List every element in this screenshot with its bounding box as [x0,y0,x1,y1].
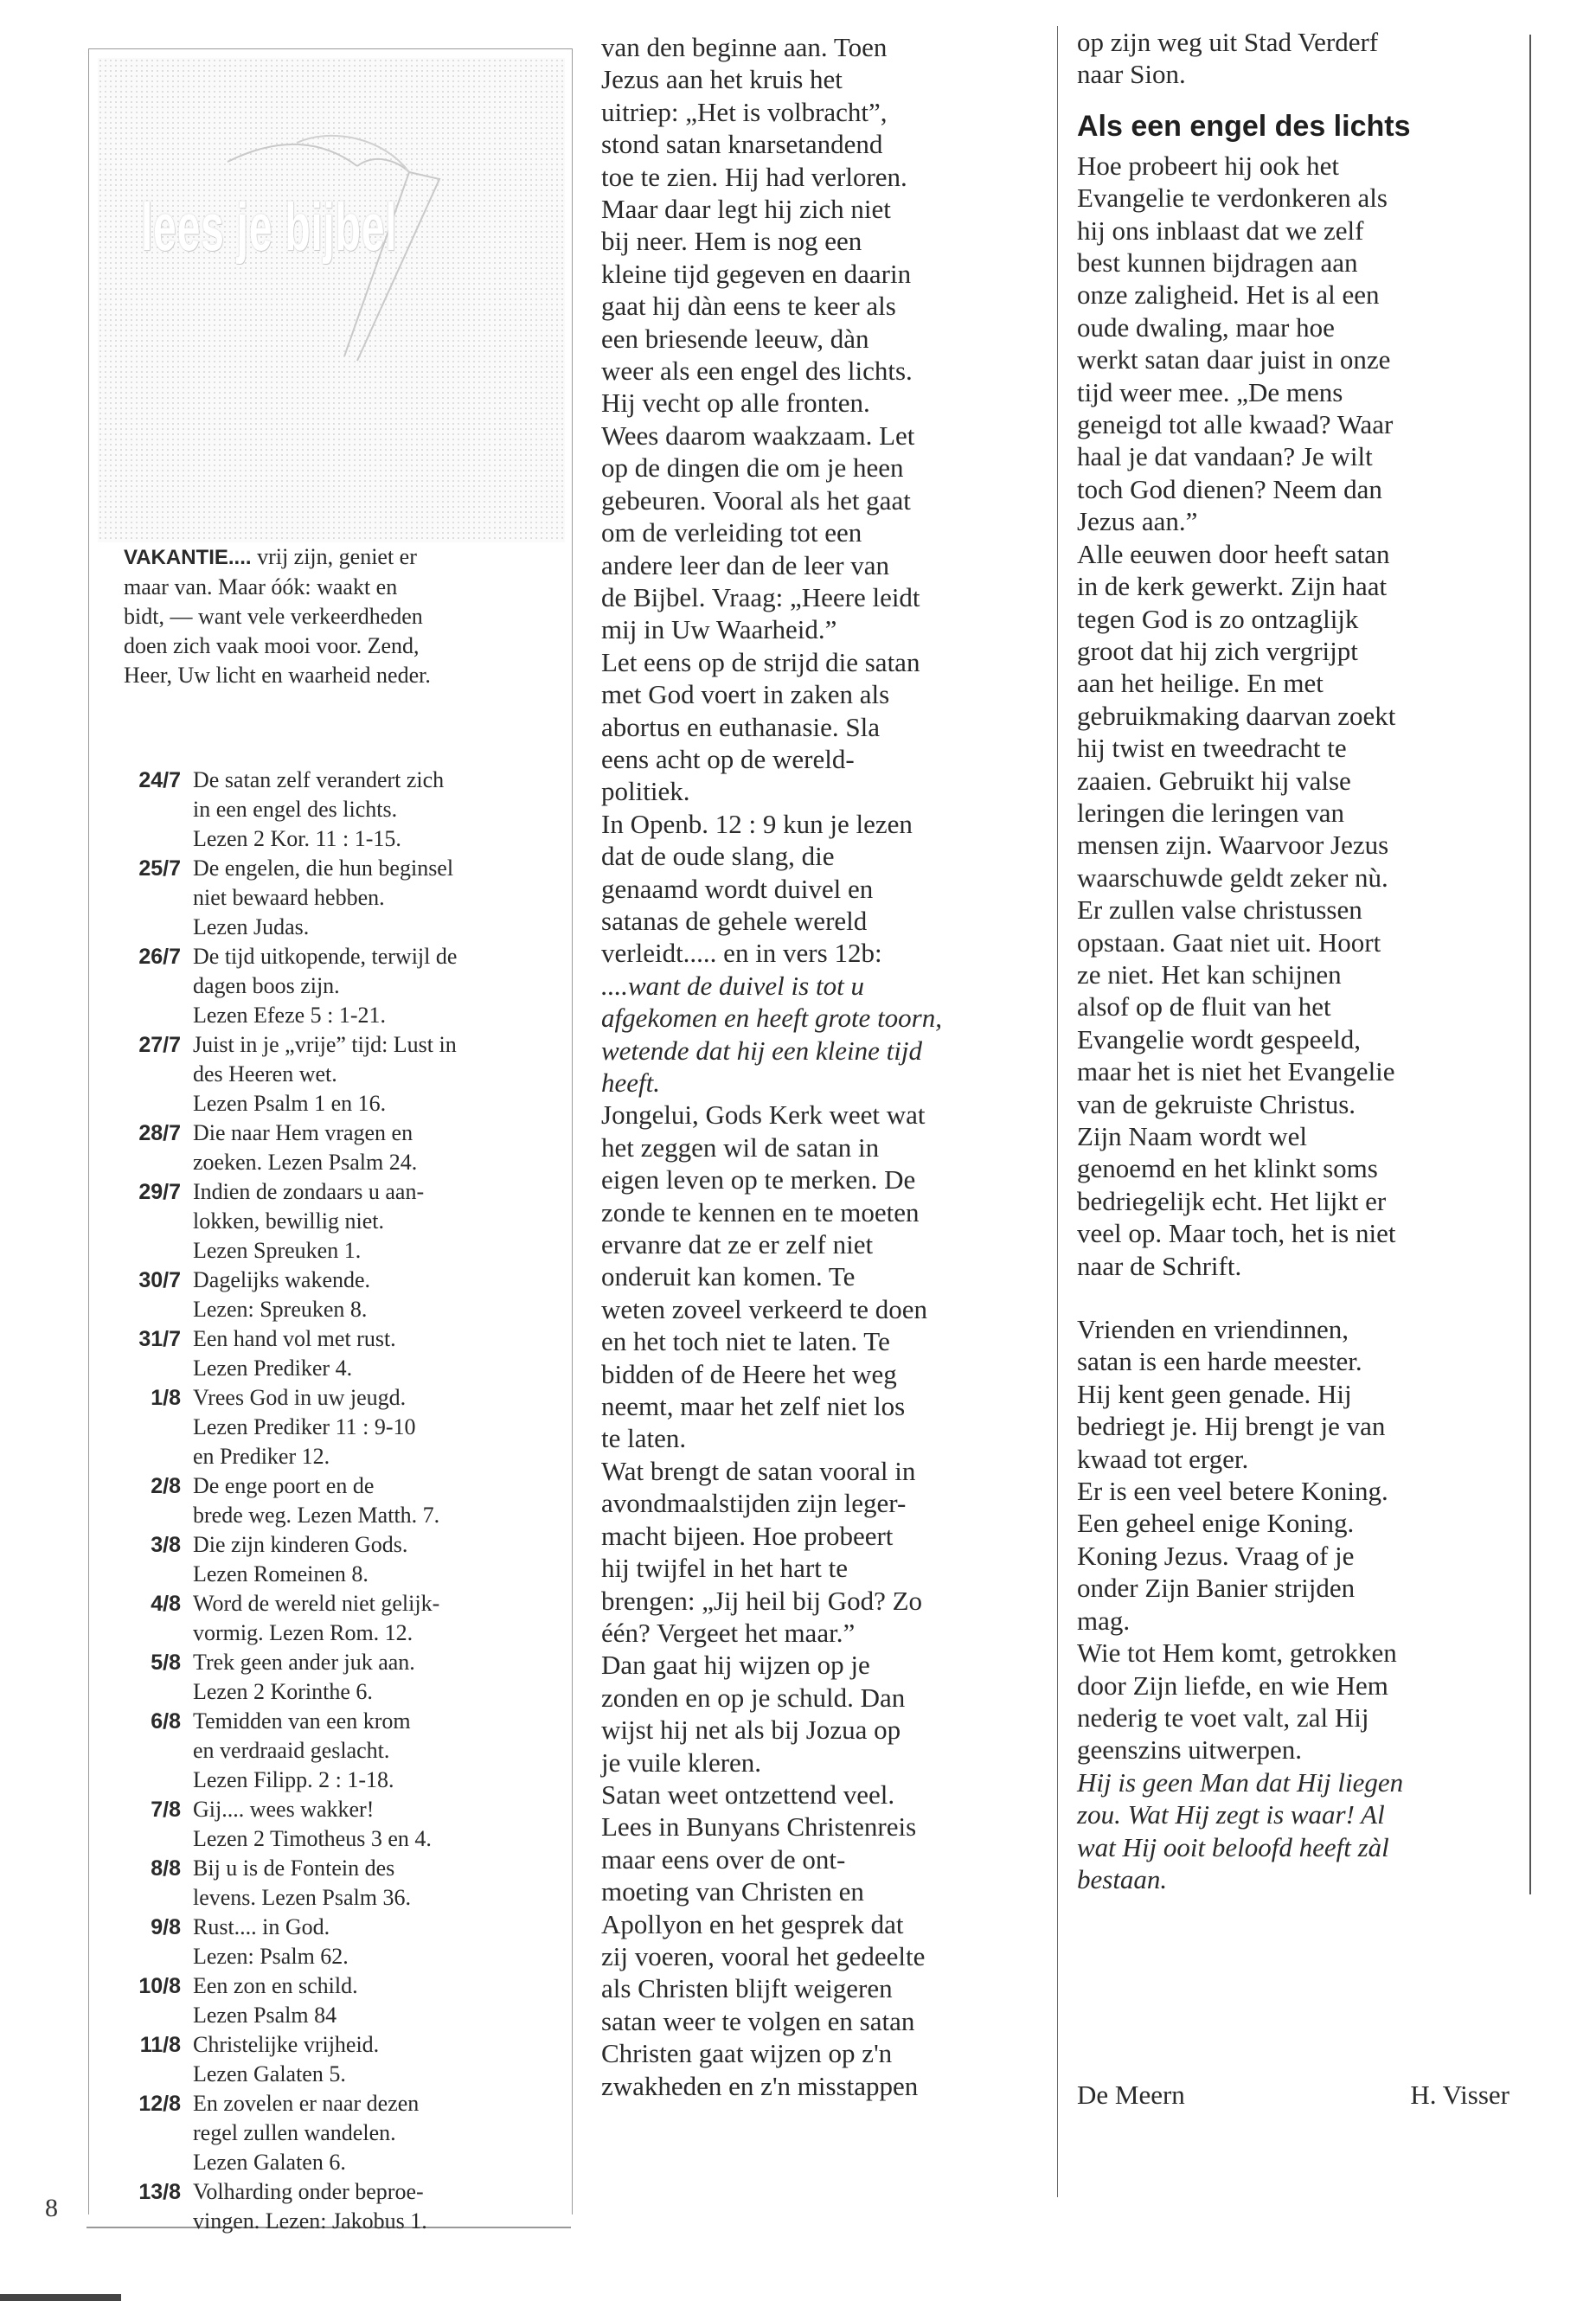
reading-line: des Heeren wet. [193,1061,337,1086]
reading-line: En zovelen er naar dezen [193,2091,420,2116]
body-line: het zeggen wil de satan in [601,1131,880,1163]
body-line: Maar daar legt hij zich niet [601,194,891,225]
reading-entry [124,1795,574,1854]
body-line: zou. Wat Hij zegt is waar! Al [1077,1799,1385,1830]
body-line: moeting van Christen en [601,1876,864,1907]
body-line: van de gekruiste Christus. [1077,1088,1356,1119]
reading-text [193,1471,574,1530]
reading-date: 26/7 [138,945,181,969]
body-line: in de kerk gewerkt. Zijn haat [1077,571,1388,602]
reading-line: Lezen Filipp. 2 : 1-18. [193,1767,394,1792]
reading-line: Temidden van een krom [193,1708,411,1734]
body-line: stond satan knarsetandend [601,129,883,160]
paragraph-gap [1077,1282,1527,1313]
body-line: bedriegelijk echt. Het lijkt er [1077,1185,1387,1216]
reading-line: Lezen 2 Korinthe 6. [193,1679,373,1704]
reading-line: lokken, bewillig niet. [193,1208,384,1234]
body-line: genaamd wordt duivel en [601,873,874,904]
body-line: eigen leven op te merken. De [601,1164,916,1195]
body-line: Jezus aan het kruis het [601,64,843,95]
body-line: te laten. [601,1423,687,1454]
body-line: alsof op de fluit van het [1077,991,1331,1022]
reading-text [193,1030,574,1118]
body-line: gaat hij dàn eens te keer als [601,291,896,322]
reading-line: Indien de zondaars u aan- [193,1179,425,1204]
body-line: satan weer te volgen en satan [601,2005,915,2036]
body-line: tegen God is zo ontzaglijk [1077,603,1359,634]
body-line: door Zijn liefde, en wie Hem [1077,1670,1388,1701]
reading-date: 8/8 [151,1856,181,1881]
reading-text [193,1383,574,1471]
reading-line: regel zullen wandelen. [193,2120,396,2145]
body-line: ervanre dat ze er zelf niet [601,1229,874,1260]
reading-entry [124,1383,574,1471]
body-line: geneigd tot alle kwaad? Waar [1077,409,1394,440]
body-line: Let eens op de strijd die satan [601,646,920,677]
body-line: hij ons inblaast dat we zelf [1077,215,1364,246]
right-edge-rule [1529,35,1531,1894]
reading-date: 30/7 [138,1268,181,1292]
body-line: macht bijeen. Hoe probeert [601,1520,894,1551]
body-line: als Christen blijft weigeren [601,1973,893,2004]
reading-entry [124,1707,574,1795]
body-line: neemt, maar het zelf niet los [601,1391,906,1422]
body-line: maar eens over de ont- [601,1843,846,1875]
body-line: bij neer. Hem is nog een [601,226,862,257]
intro-line: maar van. Maar óók: waakt en [124,574,398,599]
body-line: Zijn Naam wordt wel [1077,1121,1308,1151]
body-line: genoemd en het klinkt soms [1077,1153,1378,1184]
body-line: één? Vergeet het maar.” [601,1617,856,1648]
reading-line: Lezen Galaten 6. [193,2150,346,2175]
body-line: kwaad tot erger. [1077,1443,1249,1474]
body-line: Wat brengt de satan vooral in [601,1455,916,1486]
body-line: In Openb. 12 : 9 kun je lezen [601,808,913,839]
reading-date: 12/8 [138,2092,181,2116]
reading-entry [124,1118,574,1177]
reading-line: Juist in je „vrije” tijd: Lust in [193,1032,457,1057]
body-line: dat de oude slang, die [601,841,835,872]
reading-date: 25/7 [138,856,181,881]
reading-text [193,766,574,854]
body-line: zij voeren, vooral het gedeelte [601,1940,926,1971]
signature-name: H. Visser [1410,2080,1509,2110]
reading-schedule-box [88,48,573,2234]
reading-date: 13/8 [138,2180,181,2204]
body-line: Evangelie wordt gespeeld, [1077,1023,1361,1054]
reading-line: niet bewaard hebben. [193,885,385,910]
reading-line: Lezen Prediker 11 : 9-10 [193,1414,416,1439]
body-line: oude dwaling, maar hoe [1077,311,1335,343]
reading-line: zoeken. Lezen Psalm 24. [193,1150,418,1175]
reading-text [193,2177,574,2236]
reading-entry [124,1177,574,1266]
intro-text [124,542,565,690]
reading-line: Een zon en schild. [193,1973,358,1998]
body-line: bedriegt je. Hij brengt je van [1077,1411,1386,1442]
reading-line: dagen boos zijn. [193,973,340,998]
body-line: haal je dat vandaan? Je wilt [1077,441,1373,472]
reading-line: in een engel des lichts. [193,797,398,822]
body-line: Dan gaat hij wijzen op je [601,1650,870,1681]
body-line: naar Sion. [1077,59,1186,90]
reading-date: 29/7 [138,1180,181,1204]
reading-text [193,1589,574,1648]
body-line: je vuile kleren. [601,1747,762,1778]
reading-line: Vrees God in uw jeugd. [193,1385,407,1410]
reading-line: Lezen: Psalm 62. [193,1944,349,1969]
body-line: Lees in Bunyans Christenreis [601,1811,917,1843]
body-line: geenszins uitwerpen. [1077,1734,1302,1766]
reading-line: Die naar Hem vragen en [193,1120,413,1145]
reading-entry [124,766,574,854]
body-line: zonde te kennen en te moeten [601,1196,920,1227]
body-line: aan het heilige. En met [1077,668,1324,699]
reading-line: Rust.... in God. [193,1914,330,1939]
body-line: wat Hij ooit beloofd heeft zàl [1077,1831,1389,1862]
body-line: satan is een harde meester. [1077,1346,1362,1377]
article-column-middle [601,31,1034,2102]
body-line: een briesende leeuw, dàn [601,323,869,354]
reading-line: Die zijn kinderen Gods. [193,1532,408,1557]
body-line: naar de Schrift. [1077,1250,1242,1281]
reading-entry [124,1530,574,1589]
body-line: toch God dienen? Neem dan [1077,473,1382,504]
reading-line: Word de wereld niet gelijk- [193,1591,440,1616]
body-line: eens acht op de wereld- [601,743,855,774]
body-line: Alle eeuwen door heeft satan [1077,538,1390,569]
body-line: waarschuwde geldt zeker nù. [1077,862,1388,893]
reading-line: en verdraaid geslacht. [193,1738,390,1763]
reading-date: 27/7 [138,1033,181,1057]
reading-line: De satan zelf verandert zich [193,767,445,792]
page-number: 8 [45,2194,58,2222]
reading-entry [124,2030,574,2089]
body-line: ze niet. Het kan schijnen [1077,958,1342,990]
body-line: onder Zijn Banier strijden [1077,1573,1356,1604]
reading-line: Gij.... wees wakker! [193,1797,375,1822]
body-line: veel op. Maar toch, het is niet [1077,1218,1396,1249]
reading-date: 3/8 [151,1533,181,1557]
body-line: onze zaligheid. Het is al een [1077,279,1380,311]
reading-line: Lezen Romeinen 8. [193,1561,369,1586]
right-top-lines [1077,26,1527,91]
reading-line: De enge poort en de [193,1473,375,1498]
body-line: andere leer dan de leer van [601,549,890,580]
intro-lead: VAKANTIE.... [124,546,252,569]
reading-line: Lezen Spreuken 1. [193,1238,362,1263]
body-line: politiek. [601,776,690,807]
header-title: lees je bijbel [141,189,398,265]
reading-line: Lezen Judas. [193,914,310,939]
body-line: Een geheel enige Koning. [1077,1508,1355,1539]
body-line: kleine tijd gegeven en daarin [601,258,912,289]
body-line: satanas de gehele wereld [601,905,868,936]
reading-entry [124,942,574,1030]
body-line: toe te zien. Hij had verloren. [601,161,907,192]
section-heading: Als een engel des lichts [1077,109,1411,143]
reading-date: 11/8 [139,2033,181,2057]
body-line: Apollyon en het gesprek dat [601,1908,904,1939]
reading-date: 31/7 [138,1327,181,1351]
reading-text [193,1648,574,1707]
body-line: op zijn weg uit Stad Verderf [1077,27,1379,57]
reading-text [193,1530,574,1589]
reading-entry [124,1324,574,1383]
body-line: wijst hij net als bij Jozua op [601,1715,901,1746]
reading-line: Lezen 2 Timotheus 3 en 4. [193,1826,432,1851]
body-line: Evangelie te verdonkeren als [1077,183,1388,214]
body-line: zwakheden en z'n misstappen [601,2070,919,2101]
reading-line: vingen. Lezen: Jakobus 1. [193,2208,427,2234]
reading-text [193,1324,574,1383]
body-line: van den beginne aan. Toen [601,32,888,62]
reading-line: Lezen: Spreuken 8. [193,1297,368,1322]
reading-line: vormig. Lezen Rom. 12. [193,1620,413,1645]
reading-entry [124,1971,574,2030]
body-line: avondmaalstijden zijn leger- [601,1488,907,1519]
reading-entry [124,1266,574,1324]
body-line: Jezus aan.” [1077,506,1198,537]
reading-list [124,766,574,2236]
body-line: mag. [1077,1605,1131,1636]
signature-place: De Meern [1077,2080,1185,2110]
intro-line: vrij zijn, geniet er [251,544,417,569]
body-line: om de verleiding tot een [601,517,862,548]
bottom-bar [0,2294,121,2301]
reading-line: De engelen, die hun beginsel [193,856,454,881]
body-line: gebeuren. Vooral als het gaat [601,484,911,516]
body-line: maar het is niet het Evangelie [1077,1056,1395,1087]
body-line: Koning Jezus. Vraag of je [1077,1540,1355,1571]
body-line: uitriep: „Het is volbracht”, [601,96,888,127]
reading-line: Lezen 2 Kor. 11 : 1-15. [193,826,401,851]
body-line: Wie tot Hem komt, getrokken [1077,1638,1397,1669]
reading-date: 7/8 [151,1798,181,1822]
body-line: ....want de duivel is tot u [601,970,864,1001]
reading-text [193,1795,574,1854]
reading-line: brede weg. Lezen Matth. 7. [193,1503,440,1528]
reading-line: Een hand vol met rust. [193,1326,396,1351]
reading-text [193,1118,574,1177]
reading-entry [124,1030,574,1118]
body-line: Vrienden en vriendinnen, [1077,1314,1349,1345]
reading-text [193,1913,574,1971]
reading-line: levens. Lezen Psalm 36. [193,1885,411,1910]
body-line: mensen zijn. Waarvoor Jezus [1077,830,1389,861]
body-line: werkt satan daar juist in onze [1077,344,1391,375]
body-line: mij in Uw Waarheid.” [601,614,837,645]
reading-line: Lezen Galaten 5. [193,2061,346,2086]
reading-entry [124,2089,574,2177]
intro-line: Heer, Uw licht en waarheid neder. [124,663,431,688]
header-graphic [98,58,565,542]
body-line: nederig te voet valt, zal Hij [1077,1702,1369,1733]
reading-entry [124,1471,574,1530]
reading-date: 1/8 [151,1386,181,1410]
body-line: brengen: „Jij heil bij God? Zo [601,1585,923,1616]
reading-entry [124,854,574,942]
reading-line: Lezen Efeze 5 : 1-21. [193,1003,387,1028]
reading-text [193,1971,574,2030]
signature [1077,2080,1509,2111]
reading-text [193,2030,574,2089]
body-line: Wees daarom waakzaam. Let [601,420,915,451]
body-line: met God voert in zaken als [601,679,890,710]
body-line: bidden of de Heere het weg [601,1358,897,1389]
reading-date: 24/7 [138,768,181,792]
body-line: Hoe probeert hij ook het [1077,150,1340,181]
reading-text [193,1854,574,1913]
body-line: Er is een veel betere Koning. [1077,1476,1388,1507]
reading-text [193,1266,574,1324]
body-line: best kunnen bijdragen aan [1077,247,1358,279]
reading-line: en Prediker 12. [193,1444,330,1469]
body-line: Hij is geen Man dat Hij liegen [1077,1766,1404,1798]
column-divider [1057,26,1058,2197]
reading-entry [124,2177,574,2236]
body-line: hij twijfel in het hart te [601,1553,848,1584]
body-line: en het toch niet te laten. Te [601,1326,890,1357]
body-line: weten zoveel verkeerd te doen [601,1293,927,1324]
body-line: hij twist en tweedracht te [1077,733,1347,764]
body-line: tijd weer mee. „De mens [1077,376,1343,407]
reading-line: Volharding onder beproe- [193,2179,424,2204]
body-line: verleidt..... en in vers 12b: [601,938,882,969]
reading-date: 5/8 [151,1650,181,1675]
reading-entry [124,1648,574,1707]
reading-text [193,1177,574,1266]
reading-text [193,1707,574,1795]
reading-text [193,2089,574,2177]
body-line: Hij vecht op alle fronten. [601,388,870,419]
body-line: weer als een engel des lichts. [601,356,913,387]
reading-date: 10/8 [138,1974,181,1998]
reading-line: Dagelijks wakende. [193,1267,371,1292]
right-body [1077,150,1527,1282]
body-line: zonden en op je schuld. Dan [601,1682,906,1713]
reading-line: Christelijke vrijheid. [193,2032,380,2057]
body-line: de Bijbel. Vraag: „Heere leidt [601,581,920,612]
body-line: Er zullen valse christussen [1077,894,1362,926]
body-line: heeft. [601,1067,660,1098]
reading-line: Lezen Psalm 84 [193,2003,337,2028]
reading-line: De tijd uitkopende, terwijl de [193,944,458,969]
reading-date: 2/8 [151,1474,181,1498]
body-line: onderuit kan komen. Te [601,1261,856,1292]
reading-line: Lezen Psalm 1 en 16. [193,1091,387,1116]
reading-text [193,854,574,942]
reading-entry [124,1589,574,1648]
body-line: abortus en euthanasie. Sla [601,711,880,742]
reading-entry [124,1913,574,1971]
body-line: opstaan. Gaat niet uit. Hoort [1077,926,1381,958]
body-line: groot dat hij zich vergrijpt [1077,635,1358,666]
body-line: bestaan. [1077,1863,1168,1894]
reading-entry [124,1854,574,1913]
reading-date: 6/8 [151,1709,181,1734]
article-column-right [1077,26,1527,1895]
body-line: op de dingen die om je heen [601,452,904,484]
reading-line: Lezen Prediker 4. [193,1356,353,1381]
body-line: zaaien. Gebruikt hij valse [1077,765,1351,796]
body-line: gebruikmaking daarvan zoekt [1077,700,1396,731]
body-line: afgekomen en heeft grote toorn, [601,1003,942,1034]
intro-line: bidt, — want vele verkeerdheden [124,604,423,629]
body-line: Christen gaat wijzen op z'n [601,2038,893,2069]
intro-line: doen zich vaak mooi voor. Zend, [124,633,420,658]
reading-text [193,942,574,1030]
reading-date: 9/8 [151,1915,181,1939]
reading-date: 4/8 [151,1592,181,1616]
body-line: leringen die leringen van [1077,797,1345,828]
right-closing [1077,1313,1527,1895]
reading-line: Trek geen ander juk aan. [193,1650,415,1675]
reading-date: 28/7 [138,1121,181,1145]
body-line: Jongelui, Gods Kerk weet wat [601,1099,926,1131]
reading-line: Bij u is de Fontein des [193,1856,395,1881]
body-line: Hij kent geen genade. Hij [1077,1378,1352,1409]
body-line: Satan weet ontzettend veel. [601,1779,895,1810]
body-line: wetende dat hij een kleine tijd [601,1035,923,1066]
